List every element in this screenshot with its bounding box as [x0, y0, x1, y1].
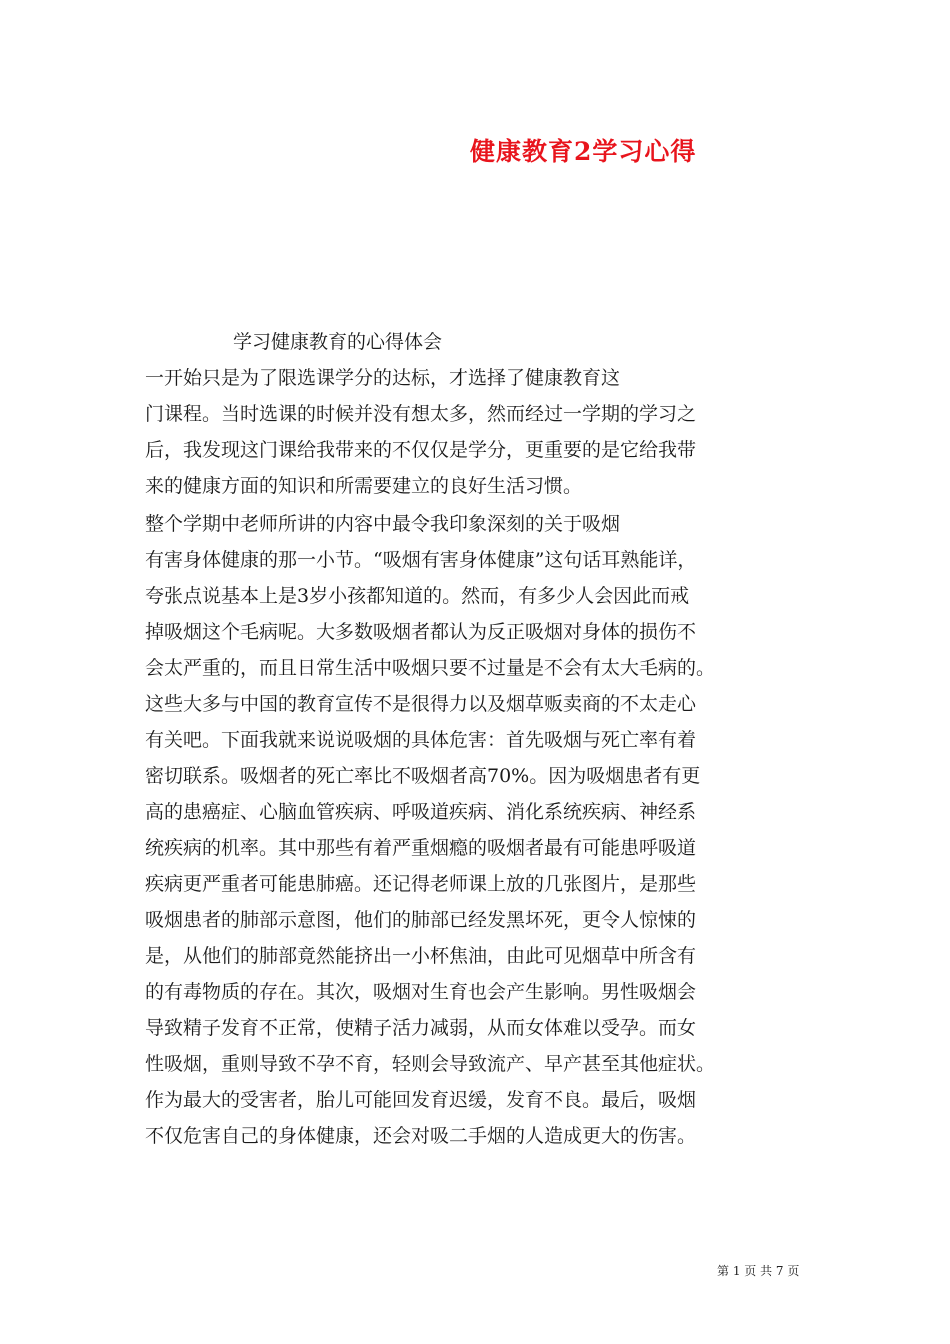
document-subtitle: 学习健康教育的心得体会 [233, 331, 443, 353]
body-line: 疾病更严重者可能患肺癌。还记得老师课上放的几张图片，是那些 [145, 873, 697, 895]
body-line: 吸烟患者的肺部示意图，他们的肺部已经发黑坏死，更令人惊悚的 [145, 909, 697, 931]
body-line: 有关吧。下面我就来说说吸烟的具体危害：首先吸烟与死亡率有着 [145, 729, 697, 751]
body-line: 会太严重的，而且日常生活中吸烟只要不过量是不会有太大毛病的。 [145, 657, 716, 679]
document-title: 健康教育2学习心得 [470, 137, 697, 166]
body-line: 门课程。当时选课的时候并没有想太多，然而经过一学期的学习之 [145, 403, 697, 425]
body-line: 不仅危害自己的身体健康，还会对吸二手烟的人造成更大的伤害。 [145, 1125, 697, 1147]
body-line: 来的健康方面的知识和所需要建立的良好生活习惯。 [145, 475, 583, 497]
page-number-footer: 第 1 页 共 7 页 [717, 1264, 800, 1278]
body-line: 统疾病的机率。其中那些有着严重烟瘾的吸烟者最有可能患呼吸道 [145, 837, 697, 859]
body-line: 导致精子发育不正常，使精子活力减弱，从而女体难以受孕。而女 [145, 1017, 697, 1039]
body-line: 密切联系。吸烟者的死亡率比不吸烟者高70%。因为吸烟患者有更 [145, 765, 701, 787]
body-line: 作为最大的受害者，胎儿可能回发育迟缓，发育不良。最后，吸烟 [145, 1089, 697, 1111]
body-line: 这些大多与中国的教育宣传不是很得力以及烟草贩卖商的不太走心 [145, 693, 697, 715]
body-line: 的有毒物质的存在。其次，吸烟对生育也会产生影响。男性吸烟会 [145, 981, 697, 1003]
body-line: 夸张点说基本上是3岁小孩都知道的。然而，有多少人会因此而戒 [145, 585, 690, 607]
body-line: 性吸烟，重则导致不孕不育，轻则会导致流产、早产甚至其他症状。 [145, 1053, 716, 1075]
body-line: 有害身体健康的那一小节。“吸烟有害身体健康”这句话耳熟能详， [145, 549, 697, 571]
body-line: 后，我发现这门课给我带来的不仅仅是学分，更重要的是它给我带 [145, 439, 697, 461]
body-line: 高的患癌症、心脑血管疾病、呼吸道疾病、消化系统疾病、神经系 [145, 801, 697, 823]
body-line: 一开始只是为了限选课学分的达标，才选择了健康教育这 [145, 367, 621, 389]
body-line: 掉吸烟这个毛病呢。大多数吸烟者都认为反正吸烟对身体的损伤不 [145, 621, 697, 643]
body-line: 是，从他们的肺部竟然能挤出一小杯焦油，由此可见烟草中所含有 [145, 945, 697, 967]
body-line: 整个学期中老师所讲的内容中最令我印象深刻的关于吸烟 [145, 513, 621, 535]
